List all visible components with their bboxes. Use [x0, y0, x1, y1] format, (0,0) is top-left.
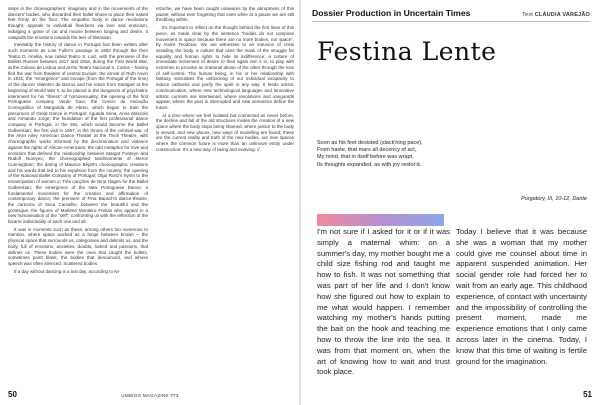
paragraph: It was in moments such as these, among others too numerous to mention, where space worked as a hinge between known – the physical space that surrounds us, categorises and delimits us, and the body, full of emotions, anxieties, doubts, hatred and passions, that defines us. These bodies were the ones that caught the bullets, sometimes point blank, the bodies that denounced, and whose speech was often silenced. Scattered bodies.	[8, 226, 148, 266]
article-body-column-1: I'm not sure if I asked for it or if it was simply a maternal whim: on a summer's day, my mother bought me a child size fishing rod and taught me how to fish. It was not something that was part of her life and I don't know how she figured out how to explain to me what would happen. I remember watching my mother's hands putting the bait on the hook and teaching me how to throw the line into the sea. It was from that moment on, when the art of knowing how to wait and trust took place.	[317, 227, 450, 377]
epigraph-line: Its thoughts expanded, as with joy restor'd.	[317, 161, 422, 168]
paragraph: etzsche, we have been caught unawares by the abruptness of this pause, without ever forgetting that even while at a pause we are still throbbing within.	[156, 6, 294, 23]
paragraph: At a time where we feel isolated but connected as never before, the decline and fall of the old structures invites the creation of a new space where the body stops being shamed, where justice to the body is served, and new places, new ways of modelling are found; these are the current reality and truth of the new bodies, our new spaces where the common future is more than an unknown entity under construction. It's a new way of being and evolving. //	[156, 112, 294, 152]
paragraph: It's important to reflect on the thought behind the first lines of this piece, as made clear by the sentence "bodies do not compose movement in space because there are no more bodies, nor space", by André Teodósio. We are witnesses to an intrusion of crisis assailing the body, a culture that uses the mask of the struggle for equality and human rights to hide its indifference; a culture of immediate incitement of desire to then again rein it in, to play with extremes to provoke an irrational abuse of the other through the loss of self-control. The human being, in his or her relationship with fantasy, stimulates the unblocking of our individual incapacity to induce catharsis and purify the spirit in any way. It feeds artistic communication, where new technological languages and innovative artistic currents are intertwined, where revolutions and vanguards appear, where the past is interrupted and new semantics define the future.	[156, 25, 294, 110]
section-header	[312, 8, 590, 22]
epigraph	[317, 140, 587, 202]
epigraph-line: My mind, that in itself before was wrapt,	[317, 154, 414, 161]
left-page-column-2	[156, 6, 294, 155]
magazine-name: UMBIGO MAGAZINE #73	[121, 393, 179, 398]
decorative-gradient-bar	[317, 214, 444, 226]
epigraph-line: Soon as his feet desisted (slack'ning pace),	[317, 140, 423, 146]
article-body-column-2: Today I believe that it was because she was a woman that my mother could give me counsel about time in apparent suspended animation. Her social gender role had forced her to wait from an early age. This childhood experience, of contact with uncertainty and the impossibility of controlling the present moment, made me experience emotions that I only came across later in the cinema. Today, I know that this time of waiting is fertile ground for the imagination.	[456, 227, 587, 366]
paragraph: steps in the choreographers' imaginary and in the movements of the dancers' bodies, who discarded their ballet shoes to place their naked feet firmly on the floor. The empathic body in dance revolutions thought, appeals to individual freedoms via love and eroticism, indulging a game of cat and mouse between longing and desire. It catapults the emotions towards the leer of liberation.	[8, 6, 148, 40]
epigraph-line: From haste, that mars all decency of act,	[317, 147, 417, 154]
right-page	[300, 0, 600, 405]
article-title: Festina Lente	[317, 37, 497, 66]
page-number-left: 50	[8, 390, 17, 399]
byline	[522, 12, 590, 18]
paragraph: Inevitably the history of dance in Portugal has been written after such moments as Loïe Fuller's passage in 1902 through the then Teatro D. Amélia, now called Teatro S. Luiz, with the premiere of the Ballets Russes between 1917 and 1918, during the First World War, at the Coliseu de Lisboa and at the Teatro Nacional S. Carlos – having fled the war from theatres of central Europe; the arrival of Ruth Asvin in 1931; the "emergence" and escape (from the Portugal of the time) of the dancer Valentim de Barros and his return from Stuttgart at the beginning of World War II, to be placed in the dungeons of psychiatric internment for his "illness" of homosexuality; the opening of the first Portuguese company Verde Gaio; the Centro de Iniciação Coreográfica of Margarida de Abreu, which began to train the precursors of Great Dance in Portugal: Águeda Sena, Anna Mascolo and Armando Jorge; the foundation of the first professional dance company in Portugal, in the 60s, which would become the Ballet Gulbenkian; the first visit in 1967, in the throes of the colonial war, of the Alvin Ailey American Dance Theater at the Tivoli Theatre, with choreographic works informed by the discrimination and violence against the rights of African-Americans; the odd metaphor for love and eroticism that defined the relationship between Margot Fonteyn and Rudolf Nureyev; the choreographed tandmoments of Merce Cunningham; the daring of Maurice Béjart's choreographic creations and his words that led to his expulsion from the country; the opening of the National Ballet Company of Portugal; Olga Roriz's hymn to the emancipation of women in Três canções de Nina Hagen for the Ballet Gulbenkian; the emergence of the New Portuguese Dance, a fundamental movement for the creation and affirmation of contemporary dance; the premiere of Pina Bausch's dance-theatre, the cartoons of Seca Carvalho, between the beautiful and the grotesque, the figures of Marlene Monteiro Freitas who appeal to a new humanisation of the "self", confronting us with the reflection of the bizarre individuality of each one and all.	[8, 42, 149, 225]
epigraph-source: Purgatory, III, 10-12, Dante	[521, 196, 587, 202]
left-page-column-1	[8, 6, 148, 276]
page-number-right: 51	[583, 390, 592, 399]
author-name: CLÁUDIA VAREJÃO	[534, 12, 590, 18]
section-title: Dossier Production in Uncertain Times	[312, 8, 471, 18]
paragraph: If a day without dancing is a lost day, according to Ni-	[14, 268, 120, 274]
byline-prefix: Text	[522, 12, 533, 18]
